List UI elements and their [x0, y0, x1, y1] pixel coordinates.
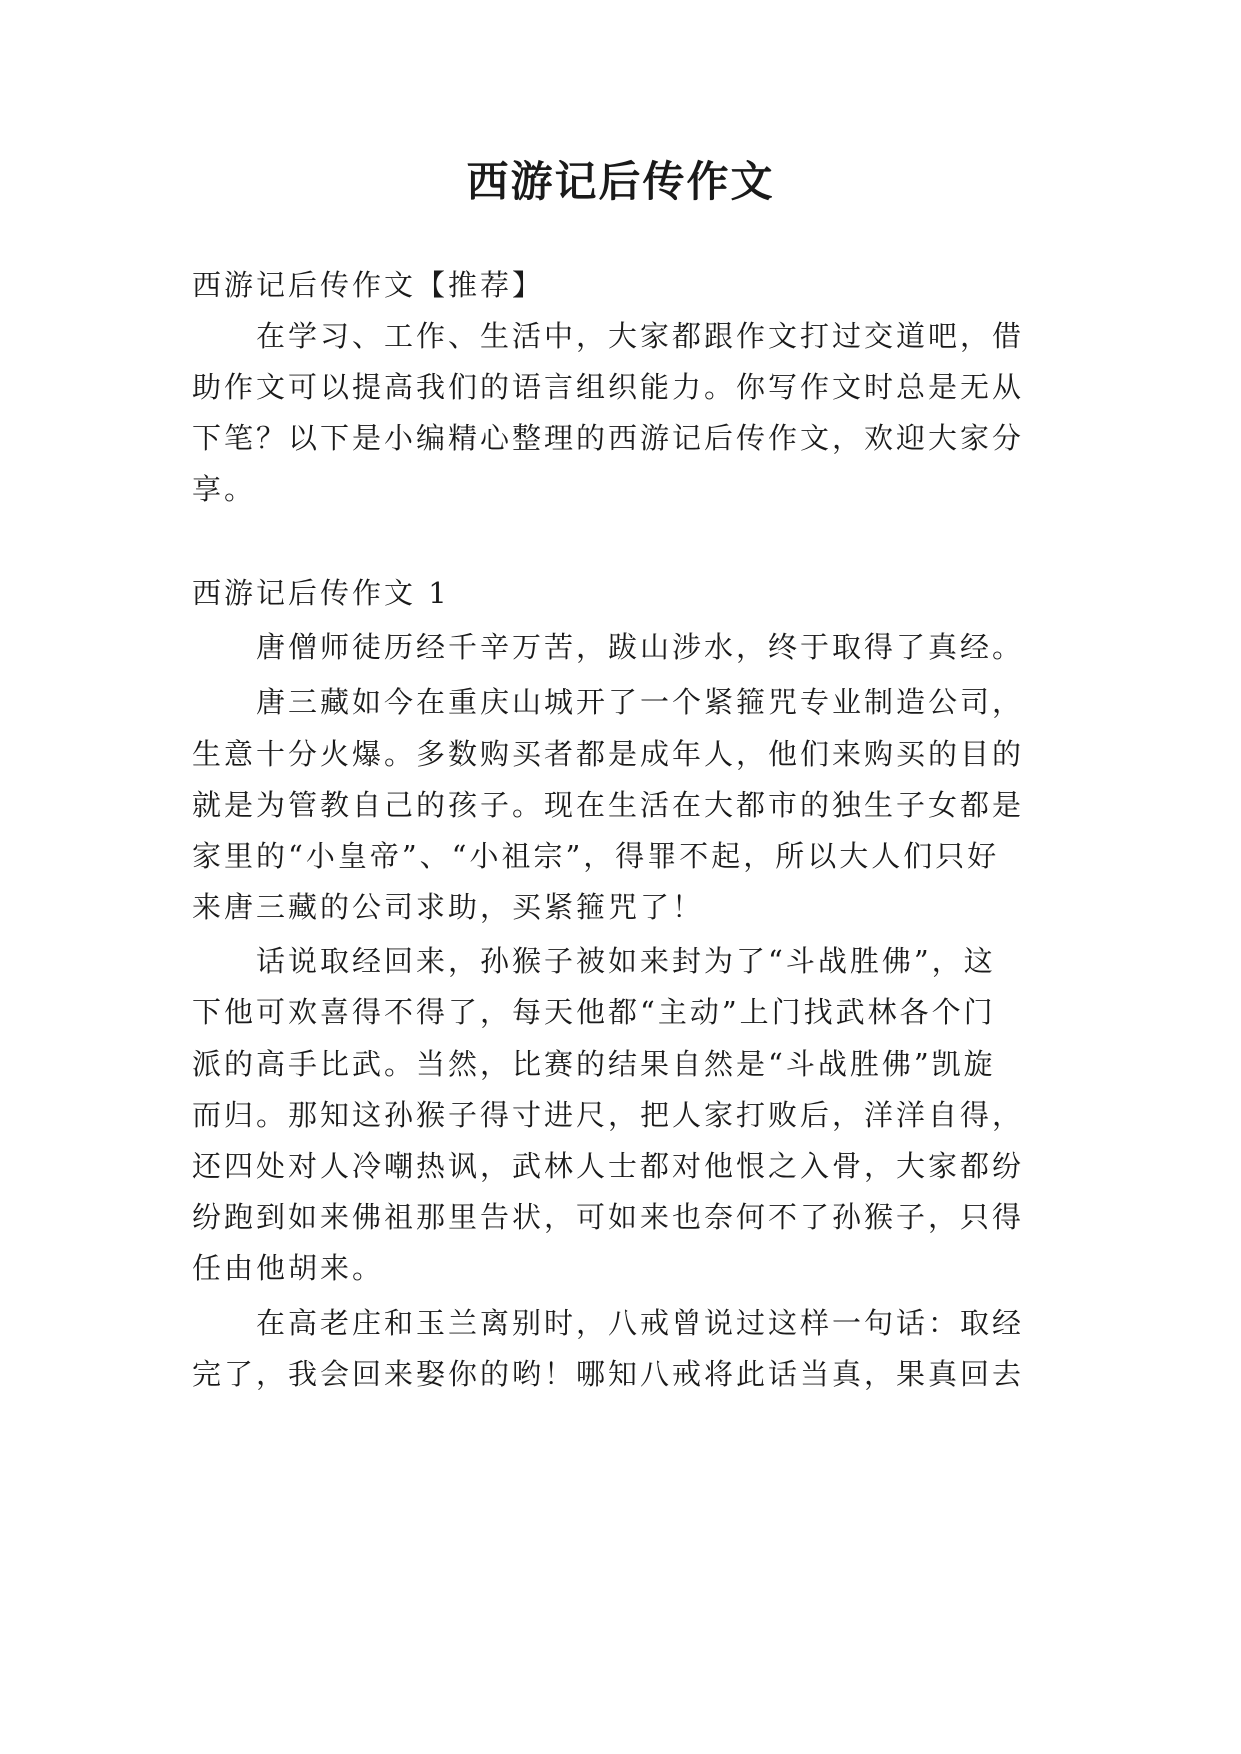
paragraph-line: 在高老庄和玉兰离别时，八戒曾说过这样一句话：取经	[256, 1306, 1025, 1340]
paragraph-line: 助作文可以提高我们的语言组织能力。你写作文时总是无从	[192, 370, 1025, 404]
paragraph-line: 唐僧师徒历经千辛万苦，跋山涉水，终于取得了真经。	[256, 630, 1025, 664]
paragraph-line: 家里的“小皇帝”、“小祖宗”，得罪不起，所以大人们只好	[192, 839, 1000, 873]
paragraph-line: 就是为管教自己的孩子。现在生活在大都市的独生子女都是	[192, 788, 1025, 822]
paragraph-line: 派的高手比武。当然，比赛的结果自然是“斗战胜佛”凯旋	[192, 1047, 996, 1081]
paragraph-line: 任由他胡来。	[192, 1251, 385, 1285]
paragraph-line: 完了，我会回来娶你的哟！哪知八戒将此话当真，果真回去	[192, 1357, 1025, 1391]
paragraph-line: 下他可欢喜得不得了，每天他都“主动”上门找武林各个门	[192, 995, 996, 1029]
paragraph-line: 生意十分火爆。多数购买者都是成年人，他们来购买的目的	[192, 737, 1025, 771]
paragraph-line: 在学习、工作、生活中，大家都跟作文打过交道吧，借	[256, 319, 1025, 353]
paragraph-line: 话说取经回来，孙猴子被如来封为了“斗战胜佛”，这	[256, 944, 996, 978]
paragraph-line: 下笔？以下是小编精心整理的西游记后传作文，欢迎大家分	[192, 421, 1025, 455]
paragraph-line: 还四处对人冷嘲热讽，武林人士都对他恨之入骨，大家都纷	[192, 1149, 1025, 1183]
paragraph-line: 享。	[192, 472, 257, 506]
paragraph-line: 而归。那知这孙猴子得寸进尺，把人家打败后，洋洋自得，	[192, 1098, 1025, 1132]
paragraph-line: 来唐三藏的公司求助，买紧箍咒了！	[192, 890, 705, 924]
section-heading: 西游记后传作文 1	[192, 576, 450, 610]
document-title: 西游记后传作文	[466, 157, 775, 206]
paragraph-line: 唐三藏如今在重庆山城开了一个紧箍咒专业制造公司，	[256, 685, 1025, 719]
intro-heading: 西游记后传作文【推荐】	[192, 268, 545, 302]
paragraph-line: 纷跑到如来佛祖那里告状，可如来也奈何不了孙猴子，只得	[192, 1200, 1025, 1234]
